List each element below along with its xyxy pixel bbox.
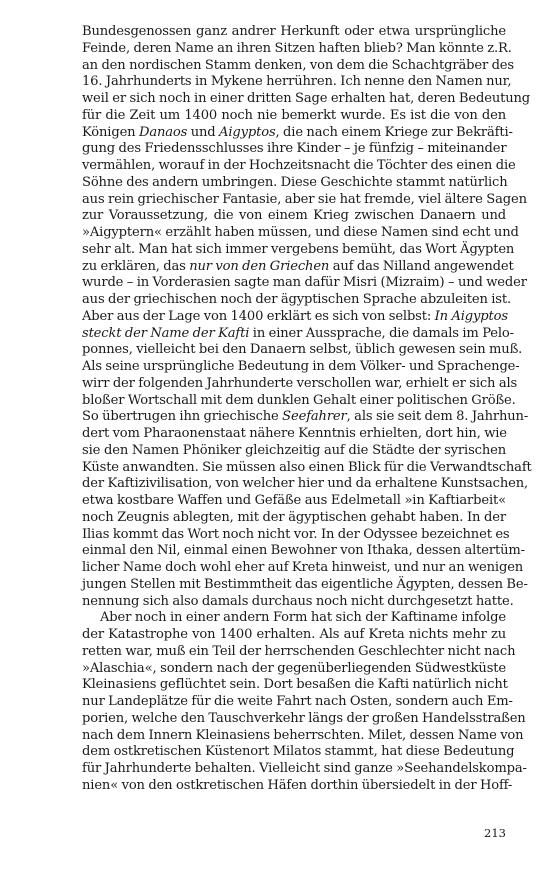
text-line (82, 108, 506, 125)
italic-text: steckt der Name der Kafti (82, 325, 250, 341)
text-span: auf das Nilland angewendet (329, 258, 514, 274)
text-span: der Kaftizivilisation, von welcher hier und da erhaltene Kunstsachen, (82, 476, 529, 492)
text-line (82, 241, 515, 259)
italic-text: Aigyptos (219, 124, 276, 140)
text-line (82, 309, 506, 326)
text-line (82, 375, 518, 393)
text-line (82, 191, 527, 209)
text-line (82, 208, 506, 225)
text-span: sie den Namen Phöniker gleichzeitig auf die Städte der syrischen (82, 442, 506, 458)
text-line (82, 342, 523, 359)
text-line (82, 392, 516, 410)
text-span: nennung sich also damals durchaus noch nicht durchgesetzt hatte. (82, 593, 514, 609)
text-span: zu erklären, das (82, 258, 190, 274)
text-line (82, 426, 506, 443)
text-span: zur Voraussetzung, die von einem Krieg zwischen Danaern und (82, 208, 506, 224)
text-span: wurde – in Vorderasien sagte man dafür Misri (Mizraim) – und weder (82, 275, 527, 291)
text-span: jungen Stellen mit Bestimmtheit das eigentliche Ägypten, dessen Be- (82, 576, 528, 592)
text-span: dert vom Pharaonenstaat nähere Kenntnis erhielten, dort hin, wie (82, 426, 507, 441)
text-line (82, 777, 513, 795)
text-span: weil er sich noch in einer dritten Sage erhalten hat, deren Bedeutung (82, 91, 531, 106)
text-span: aus rein griechischer Fantasie, aber sie hat fremde, viel ältere Sagen (82, 191, 527, 207)
text-line (82, 560, 524, 577)
text-span: nur Landeplätze für die weite Fahrt nach Osten, sondern auch Em- (82, 694, 513, 709)
text-line (82, 57, 514, 75)
text-span: einmal den Nil, einmal einen Bewohner von Ithaka, dessen altertüm- (82, 543, 525, 559)
text-line (82, 292, 512, 309)
text-span: Bundesgenossen ganz andrer Herkunft oder etwa ursprüngliche (82, 24, 506, 39)
text-line (82, 459, 532, 477)
text-span: »Alaschia«, sondern nach der gegenüberliegenden Südwestküste (82, 660, 506, 676)
text-line (82, 510, 506, 527)
text-span: »Aigyptern« erzählt haben müssen, und diese Namen sind echt und (82, 225, 519, 240)
text-span: und (187, 124, 220, 140)
text-span: gung des Friedensschlusses ihre Kinder – je fünfzig – miteinander (82, 141, 507, 157)
text-line (82, 694, 513, 711)
text-line (82, 275, 527, 292)
text-line (82, 677, 506, 694)
text-line (82, 175, 506, 192)
text-line (82, 476, 529, 493)
text-line (82, 593, 514, 611)
text-span: wirr der folgenden Jahrhunderte verschollen war, erhielt er sich als (82, 375, 518, 391)
text-span: , als sie seit dem 8. Jahrhun- (346, 409, 529, 425)
text-line (82, 610, 506, 627)
text-span: 16. Jahrhunderts in Mykene herrühren. Ich nenne den Namen nur, (82, 74, 512, 90)
italic-text: nur von den Griechen (189, 258, 330, 274)
italic-text: Seefahrer (282, 409, 347, 425)
text-span: noch Zeugnis ablegten, mit der ägyptischen gehabt haben. In der (82, 509, 506, 525)
text-span: Aber noch in einer andern Form hat sich der Kaftiname infolge (100, 610, 506, 626)
text-span: licher Name doch wohl eher auf Kreta hinweist, und nur an wenigen (82, 560, 524, 575)
text-line (82, 359, 520, 376)
text-span: Feinde, deren Name an ihren Sitzen haften blieb? Man könnte z.R. (82, 40, 512, 56)
text-line (82, 710, 526, 728)
italic-text: In Aigyptos (434, 308, 508, 324)
text-span: etwa kostbare Waffen und Gefäße aus Edelmetall »in Kaftiarbeit« (82, 493, 506, 508)
text-span: an den nordischen Stamm denken, von dem die Schachtgräber des (82, 57, 514, 73)
text-line (82, 258, 514, 276)
text-span: Ilias kommt das Wort noch nicht vor. In der Odyssee bezeichnet es (82, 526, 510, 542)
text-span: für die Zeit um 1400 noch nie bemerkt wurde. Es ist die von den (82, 107, 506, 123)
text-line (82, 443, 506, 460)
text-span: ponnes, vielleicht bei den Danaern selbst, üblich gewesen sein muß. (82, 342, 523, 358)
text-line (82, 493, 506, 510)
text-span: porien, welche den Tauschverkehr längs der großen Handelsstraßen (82, 710, 526, 726)
text-line (82, 761, 527, 778)
text-line (82, 661, 506, 678)
text-line (82, 543, 525, 560)
book-page-text (82, 24, 532, 795)
text-span: der Katastrophe von 1400 erhalten. Als auf Kreta nichts mehr zu (82, 627, 506, 642)
text-line (82, 727, 524, 745)
text-line (82, 124, 513, 142)
italic-text: Danaos (138, 124, 188, 140)
text-span: in einer Aussprache, die damals im Pelo- (249, 325, 514, 341)
text-span: So übertrugen ihn griechische (82, 409, 283, 425)
text-line (82, 225, 519, 242)
text-span: Aber aus der Lage von 1400 erklärt es sich von selbst: (82, 308, 435, 324)
text-line (82, 576, 528, 594)
text-line (82, 744, 515, 761)
text-line (82, 24, 506, 41)
text-line (82, 141, 506, 158)
page-number: 213 (484, 826, 506, 840)
text-span: Küste anwandten. Sie müssen also einen Blick für die Verwandtschaft (82, 459, 532, 475)
text-span: , die nach einem Kriege zur Bekräfti- (275, 124, 513, 140)
text-span: sehr alt. Man hat sich immer vergebens bemüht, das Wort Ägypten (82, 241, 515, 257)
text-span: bloßer Wortschall mit dem dunklen Gehalt einer politischen Größe. (82, 392, 516, 408)
text-line (82, 627, 506, 644)
text-span: aus der griechischen noch der ägyptischen Sprache abzuleiten ist. (82, 292, 512, 307)
text-span: dem ostkretischen Küstenort Milatos stammt, hat diese Bedeutung (82, 744, 515, 760)
text-span: retten war, muß ein Teil der herrschenden Geschlechter nicht nach (82, 643, 516, 659)
text-line (82, 409, 529, 426)
text-span: Königen (82, 124, 139, 140)
text-line (82, 643, 516, 661)
text-line (82, 158, 516, 175)
text-span: nach dem Innern Kleinasiens beherrschten. Milet, dessen Name von (82, 727, 524, 743)
text-line (82, 74, 512, 91)
text-span: Als seine ursprüngliche Bedeutung in dem Völker- und Sprachenge- (82, 359, 520, 374)
text-span: Söhne des andern umbringen. Diese Geschichte stammt natürlich (82, 174, 508, 190)
text-span: nien« von den ostkretischen Häfen dorthin übersiedelt in der Hoff- (82, 777, 513, 793)
text-span: vermählen, worauf in der Hochzeitsnacht die Töchter des einen die (82, 158, 516, 173)
text-span: für Jahrhunderte behalten. Vielleicht sind ganze »Seehandelskompa- (82, 761, 527, 776)
text-line (82, 40, 512, 58)
text-line (82, 91, 531, 108)
text-line (82, 325, 514, 343)
text-line (82, 526, 510, 544)
text-span: Kleinasiens geflüchtet sein. Dort besaßen die Kafti natürlich nicht (82, 677, 508, 693)
